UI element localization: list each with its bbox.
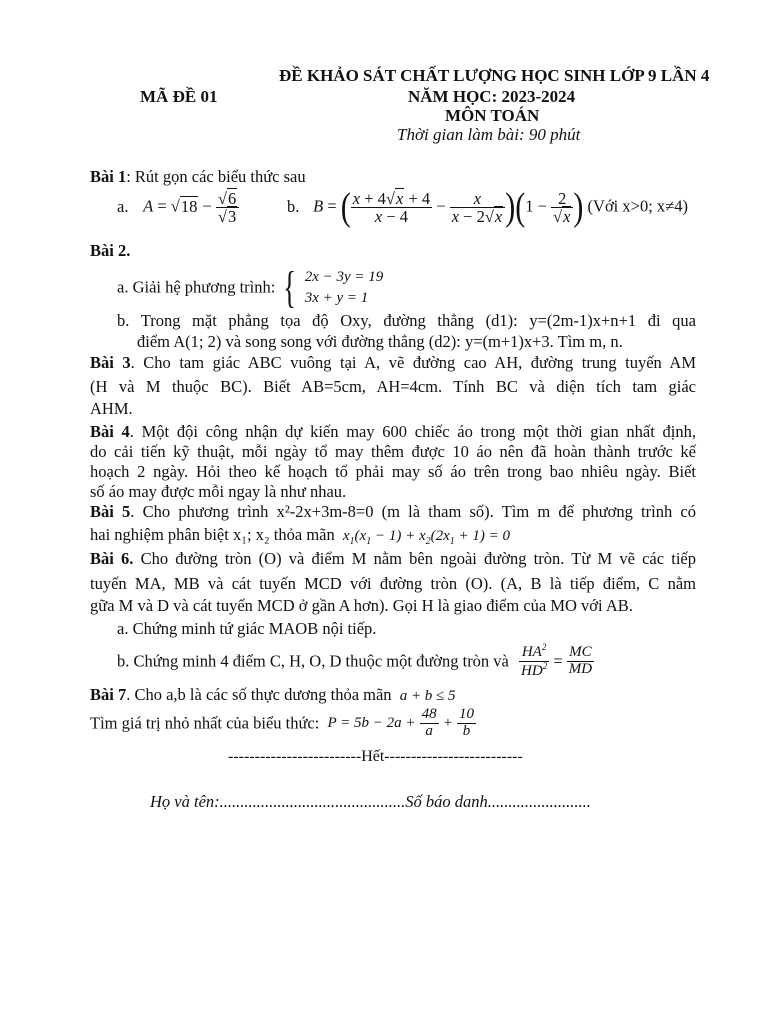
bai4-line2: do cải tiến kỹ thuật, mỗi ngày tổ may thêm được 10 áo nên đã hoàn thành trước kế (90, 442, 696, 461)
bai6-a: a. Chứng minh tứ giác MAOB nội tiếp. (117, 619, 377, 638)
bai1-label: Bài 1 (90, 167, 127, 186)
bai4-line3: hoạch 2 ngày. Hỏi theo kế hoạch tổ phải may số áo trên trong bao nhiêu ngày. Biết (90, 462, 696, 481)
bai2-b-line2: điểm A(1; 2) và song song với đường thẳng (d2): y=(m+1)x+3. Tìm m, n. (137, 332, 623, 351)
bai6-b-frac-left: $\frac{HA^2}{HD^2}$ (521, 642, 548, 679)
bai7-line1 (90, 684, 696, 707)
bai7-line2: Tìm giá trị nhỏ nhất của biểu thức: P = 5b − 2a + $\frac{48}{a}$ + $\frac{10}{b}$ (90, 706, 474, 739)
exam-title: ĐỀ KHẢO SÁT CHẤT LƯỢNG HỌC SINH LỚP 9 LẦN 4 (279, 66, 710, 85)
bai1-b-condition: (Với x>0; x≠4) (587, 196, 688, 216)
bai7-frac2: $\frac{10}{b}$ (458, 706, 474, 739)
time-limit: Thời gian làm bài: 90 phút (397, 125, 581, 144)
bai1-a-expression: a. A = √18 − $\frac{√6}{√3}$ (117, 190, 239, 226)
name-field: Họ và tên:.............................................Số báo danh......................... (150, 792, 591, 811)
bai4-line1 (90, 421, 696, 442)
bai3-label: Bài 3 (90, 353, 131, 372)
bai6-line3: gữa M và D và cát tuyến MCD ở gần A hơn). Gọi H là giao điểm của MO với AB. (90, 596, 633, 615)
bai6-b-frac-right: $\frac{MC}{MD}$ (568, 644, 593, 677)
bai4-line4: số áo may được mỗi ngay là như nhau. (90, 482, 347, 501)
bai5-label: Bài 5 (90, 502, 131, 521)
bai2-label: Bài 2. (90, 241, 131, 260)
bai2-a: a. Giải hệ phương trình: { 2x − 3y = 19 3x + y = 1 (117, 263, 384, 312)
bai2-eq1: 2x − 3y = 19 (304, 268, 384, 285)
bai6-line2: tuyến MA, MB và cát tuyến MCD với đường tròn (O). (A, B là tiếp điểm, C nằm (90, 574, 696, 593)
bai7-label: Bài 7 (90, 685, 127, 704)
bai1-heading (90, 166, 696, 187)
bai3-line1 (90, 352, 696, 373)
end-mark: -------------------------Hết-------------------------- (228, 748, 523, 765)
bai7-text1: . Cho a,b là các số thực dương thỏa mãn (126, 685, 392, 704)
bai6-b-text: b. Chứng minh 4 điểm C, H, O, D thuộc một đường tròn và (117, 651, 509, 671)
bai6-line1 (90, 548, 696, 569)
bai1-b-label: b. (287, 196, 300, 216)
exam-code: MÃ ĐỀ 01 (140, 87, 218, 106)
bai1-a-math: A (143, 196, 154, 216)
bai1-a-label: a. (117, 196, 129, 216)
bai4-label: Bài 4 (90, 422, 130, 441)
bai5-line1 (90, 501, 696, 522)
bai3-line3: AHM. (90, 399, 133, 418)
bai3-line2: (H và M thuộc BC). Biết AB=5cm, AH=4cm. Tính BC và diện tích tam giác (90, 377, 696, 396)
bai7-constraint: a + b ≤ 5 (399, 688, 456, 704)
bai4-text1: . Một đội công nhận dự kiến may 600 chiếc áo trong một thời gian nhất định, (129, 422, 696, 441)
bai6-label: Bài 6. (90, 549, 134, 568)
bai3-text1: . Cho tam giác ABC vuông tại A, vẽ đường cao AH, đường trung tuyến AM (130, 353, 696, 372)
bai1-b-expression: b. B = ( $\frac{x + 4√x + 4}{x - 4}$ − $\frac{x}{x - 2√x}$ )(1 − $\frac{2}{√x}$ ) (Với x>0; x≠4) (287, 185, 688, 229)
bai7-text2: Tìm giá trị nhỏ nhất của biểu thức: (90, 713, 320, 733)
bai7-frac1: $\frac{48}{a}$ (421, 706, 437, 739)
bai5-text1: . Cho phương trình x²-2x+3m-8=0 (m là tham số). Tìm m để phương trình có (130, 502, 696, 521)
bai5-text2: hai nghiệm phân biệt x₁; x₂ thỏa mãn (90, 525, 335, 544)
bai2-b-line1: b. Trong mặt phẳng tọa độ Oxy, đường thẳng (d1): y=(2m-1)x+n+1 đi qua (117, 311, 696, 330)
bai1-a-fraction: $\frac{√6}{√3}$ (216, 190, 239, 226)
subject: MÔN TOÁN (445, 106, 540, 125)
bai2-system (305, 267, 384, 309)
school-year: NĂM HỌC: 2023-2024 (408, 87, 576, 106)
bai1-text: : Rút gọn các biểu thức sau (126, 167, 306, 186)
bai2-a-text: a. Giải hệ phương trình: (117, 277, 276, 297)
bai6-text1: Cho đường tròn (O) và điểm M nằm bên ngoài đường tròn. Từ M vẽ các tiếp (133, 549, 696, 568)
bai5-condition: $x_1(x_1 - 1) + x_2(2x_1 + 1) = 0$ (342, 528, 511, 547)
bai2-eq2: 3x + y = 1 (304, 289, 369, 306)
bai6-b: b. Chứng minh 4 điểm C, H, O, D thuộc một đường tròn và $\frac{HA^2}{HD^2}$ = $\frac{MC}{MD}$ (117, 642, 593, 679)
